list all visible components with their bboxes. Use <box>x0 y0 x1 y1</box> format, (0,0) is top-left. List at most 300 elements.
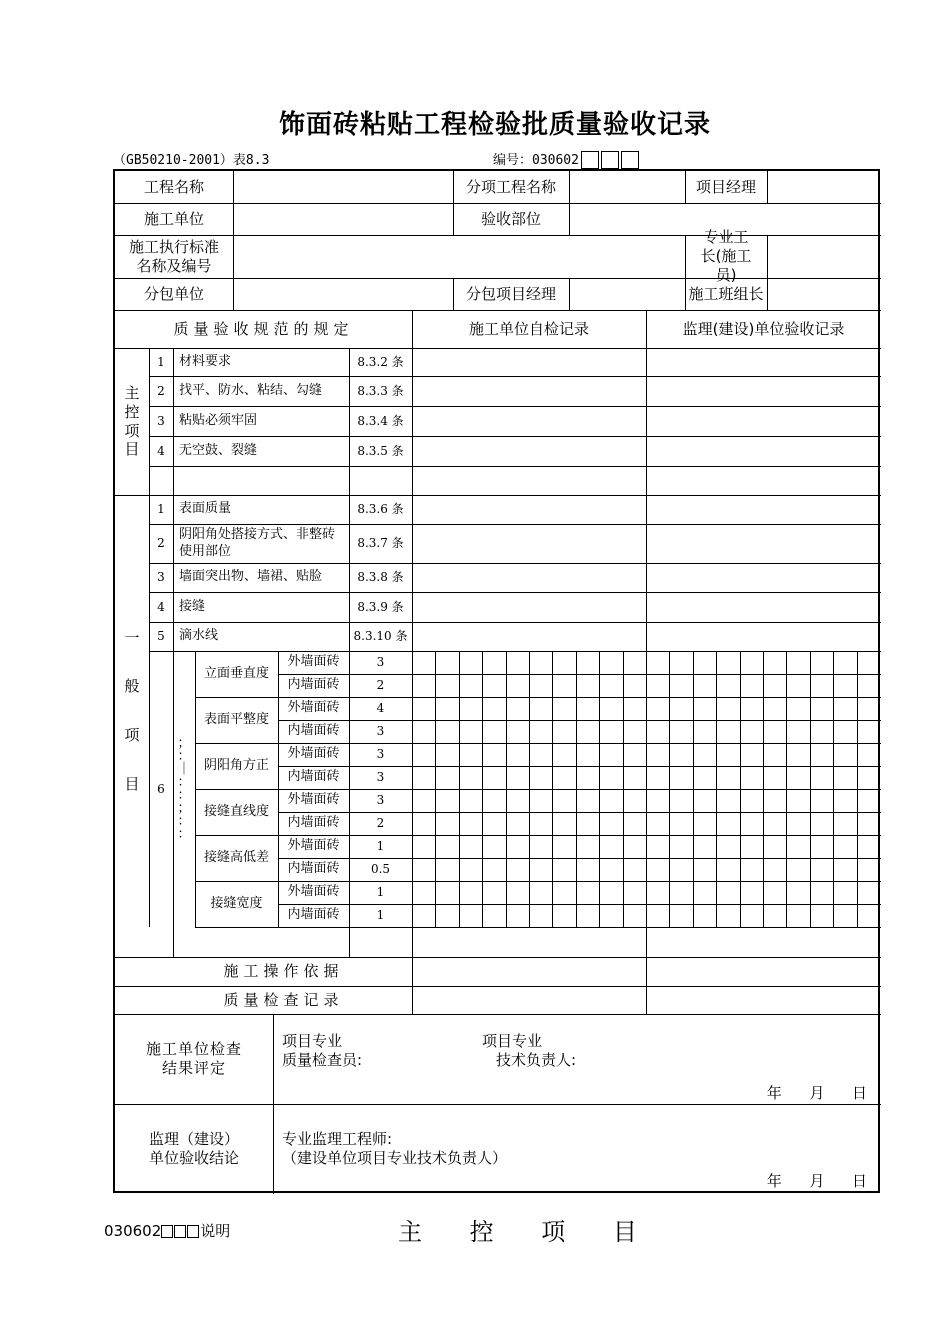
self-check-measure-cell[interactable] <box>506 881 529 904</box>
supervision-measure-cell[interactable] <box>763 720 786 743</box>
self-check-measure-cell[interactable] <box>599 720 623 743</box>
supervision-measure-cell[interactable] <box>693 789 716 812</box>
tolerance-value: 3 <box>376 747 385 761</box>
supervision-measure-cell[interactable] <box>810 881 833 904</box>
extra-self-check[interactable] <box>412 927 646 957</box>
supervision-measure-cell[interactable] <box>810 789 833 812</box>
supervision-measure-cell[interactable] <box>740 651 763 674</box>
supervision-measure-cell[interactable] <box>740 904 763 927</box>
supervision-measure-cell[interactable] <box>810 743 833 766</box>
self-check-measure-cell[interactable] <box>412 904 435 927</box>
supervision-measure-cell[interactable] <box>810 697 833 720</box>
extra-supervision[interactable] <box>646 927 881 957</box>
self-check-measure-cell[interactable] <box>412 697 435 720</box>
footer-code-text: 030602 <box>104 1222 162 1240</box>
self-check-measure-cell[interactable] <box>506 743 529 766</box>
self-check-measure-cell[interactable] <box>412 674 435 697</box>
self-check-measure-cell[interactable] <box>552 812 576 835</box>
self-check-measure-cell[interactable] <box>435 858 459 881</box>
supervision-measure-cell[interactable] <box>763 812 786 835</box>
supervision-measure-cell[interactable] <box>669 789 693 812</box>
self-check-measure-cell[interactable] <box>529 743 552 766</box>
supervision-measure-cell[interactable] <box>833 697 857 720</box>
supervision-measure-cell[interactable] <box>786 674 810 697</box>
supervision-measure-cell[interactable] <box>740 835 763 858</box>
supervision-measure-cell[interactable] <box>857 674 880 697</box>
self-check-measure-cell[interactable] <box>435 674 459 697</box>
self-check-measure-cell[interactable] <box>623 858 646 881</box>
supervision-measure-cell[interactable] <box>857 881 880 904</box>
supervision-measure-cell[interactable] <box>740 720 763 743</box>
self-check-measure-cell[interactable] <box>459 881 482 904</box>
supervision-measure-cell[interactable] <box>833 743 857 766</box>
self-check-measure-cell[interactable] <box>435 766 459 789</box>
self-check-measure-cell[interactable] <box>412 881 435 904</box>
self-check-measure-cell[interactable] <box>482 812 506 835</box>
supervision-measure-cell[interactable] <box>740 881 763 904</box>
foreman-label: 专业工长(施工员) <box>700 228 752 284</box>
supervision-measure-cell[interactable] <box>786 812 810 835</box>
main-control-self-check[interactable] <box>412 406 646 436</box>
general-item-clause: 8.3.8 条 <box>357 570 404 584</box>
main-control-self-check[interactable] <box>412 348 646 376</box>
supervision-measure-cell[interactable] <box>857 904 880 927</box>
self-check-measure-cell[interactable] <box>506 651 529 674</box>
self-check-measure-cell[interactable] <box>459 812 482 835</box>
supervision-measure-cell[interactable] <box>716 766 740 789</box>
self-check-measure-cell[interactable] <box>552 904 576 927</box>
self-check-measure-cell[interactable] <box>576 720 599 743</box>
supervision-measure-cell[interactable] <box>786 766 810 789</box>
main-control-item-no: 2 <box>157 383 165 398</box>
general-supervision[interactable] <box>646 563 881 592</box>
self-check-measure-cell[interactable] <box>529 881 552 904</box>
self-check-measure-cell[interactable] <box>506 812 529 835</box>
self-check-measure-cell[interactable] <box>529 789 552 812</box>
self-check-measure-cell[interactable] <box>412 766 435 789</box>
supervision-measure-cell[interactable] <box>646 651 669 674</box>
general-supervision[interactable] <box>646 495 881 524</box>
supervision-measure-cell[interactable] <box>833 720 857 743</box>
self-check-measure-cell[interactable] <box>482 720 506 743</box>
self-check-measure-cell[interactable] <box>435 743 459 766</box>
supervision-measure-cell[interactable] <box>763 789 786 812</box>
supervision-measure-cell[interactable] <box>669 766 693 789</box>
self-check-measure-cell[interactable] <box>623 766 646 789</box>
general-self-check[interactable] <box>412 563 646 592</box>
self-check-measure-cell[interactable] <box>623 904 646 927</box>
self-check-measure-cell[interactable] <box>482 789 506 812</box>
supervision-measure-cell[interactable] <box>740 743 763 766</box>
footer-explain: 说明 <box>200 1222 231 1240</box>
self-check-measure-cell[interactable] <box>435 812 459 835</box>
self-check-measure-cell[interactable] <box>435 904 459 927</box>
supervision-measure-cell[interactable] <box>833 858 857 881</box>
self-check-measure-cell[interactable] <box>459 674 482 697</box>
self-check-measure-cell[interactable] <box>623 743 646 766</box>
self-check-measure-cell[interactable] <box>435 720 459 743</box>
supervision-measure-cell[interactable] <box>646 881 669 904</box>
self-check-measure-cell[interactable] <box>599 651 623 674</box>
supervision-measure-cell[interactable] <box>693 697 716 720</box>
supervision-measure-cell[interactable] <box>810 904 833 927</box>
main-control-item-no: 3 <box>157 413 165 428</box>
self-check-measure-cell[interactable] <box>506 674 529 697</box>
self-check-measure-cell[interactable] <box>552 766 576 789</box>
main-control-label: 主 控 项 目 <box>124 384 140 459</box>
self-check-measure-cell[interactable] <box>623 789 646 812</box>
supervision-measure-cell[interactable] <box>833 904 857 927</box>
supervision-measure-cell[interactable] <box>646 858 669 881</box>
quality-record-self-check[interactable] <box>412 986 646 1014</box>
exec-standard-field[interactable] <box>233 235 685 278</box>
supervision-measure-cell[interactable] <box>646 697 669 720</box>
supervision-measure-cell[interactable] <box>786 743 810 766</box>
supervision-measure-cell[interactable] <box>740 812 763 835</box>
self-check-measure-cell[interactable] <box>552 743 576 766</box>
supervision-measure-cell[interactable] <box>857 812 880 835</box>
self-check-measure-cell[interactable] <box>412 651 435 674</box>
supervision-measure-cell[interactable] <box>740 858 763 881</box>
tolerance-value: 0.5 <box>370 862 391 876</box>
self-check-measure-cell[interactable] <box>506 720 529 743</box>
self-check-measure-cell[interactable] <box>623 720 646 743</box>
supervision-measure-cell[interactable] <box>693 881 716 904</box>
supervision-engineer: 专业监理工程师: （建设单位项目专业技术负责人） <box>282 1129 508 1167</box>
self-check-measure-cell[interactable] <box>506 904 529 927</box>
supervision-measure-cell[interactable] <box>716 881 740 904</box>
self-check-measure-cell[interactable] <box>529 812 552 835</box>
self-check-measure-cell[interactable] <box>482 651 506 674</box>
supervision-measure-cell[interactable] <box>857 835 880 858</box>
self-check-measure-cell[interactable] <box>599 789 623 812</box>
supervision-measure-cell[interactable] <box>810 835 833 858</box>
general-self-check[interactable] <box>412 524 646 563</box>
supervision-measure-cell[interactable] <box>669 674 693 697</box>
supervision-measure-cell[interactable] <box>786 858 810 881</box>
tolerance-value: 3 <box>376 793 385 807</box>
self-check-measure-cell[interactable] <box>552 651 576 674</box>
self-check-measure-cell[interactable] <box>412 858 435 881</box>
supervision-measure-cell[interactable] <box>669 858 693 881</box>
self-check-measure-cell[interactable] <box>552 720 576 743</box>
supervision-measure-cell[interactable] <box>740 789 763 812</box>
self-check-measure-cell[interactable] <box>459 835 482 858</box>
self-check-measure-cell[interactable] <box>623 812 646 835</box>
foreman-field[interactable] <box>767 235 881 278</box>
self-check-measure-cell[interactable] <box>412 812 435 835</box>
self-check-measure-cell[interactable] <box>552 789 576 812</box>
self-check-measure-cell[interactable] <box>623 881 646 904</box>
main-control-item-no: 1 <box>157 354 165 369</box>
supervision-measure-cell[interactable] <box>833 651 857 674</box>
self-check-measure-cell[interactable] <box>459 697 482 720</box>
subcontract-unit-field[interactable] <box>233 278 453 310</box>
supervision-measure-cell[interactable] <box>763 651 786 674</box>
supervision-measure-cell[interactable] <box>810 812 833 835</box>
subcontract-unit-label: 分包单位 <box>143 284 204 303</box>
supervision-measure-cell[interactable] <box>786 651 810 674</box>
self-check-measure-cell[interactable] <box>552 697 576 720</box>
supervision-measure-cell[interactable] <box>646 674 669 697</box>
supervision-measure-cell[interactable] <box>716 812 740 835</box>
self-check-measure-cell[interactable] <box>459 766 482 789</box>
self-check-measure-cell[interactable] <box>576 674 599 697</box>
general-self-check[interactable] <box>412 622 646 651</box>
supervision-measure-cell[interactable] <box>646 720 669 743</box>
supervision-measure-cell[interactable] <box>810 858 833 881</box>
main-control-supervision[interactable] <box>646 348 881 376</box>
self-check-measure-cell[interactable] <box>435 835 459 858</box>
self-check-measure-cell[interactable] <box>506 789 529 812</box>
supervision-measure-cell[interactable] <box>646 835 669 858</box>
supervision-measure-cell[interactable] <box>669 697 693 720</box>
self-check-measure-cell[interactable] <box>529 651 552 674</box>
self-check-measure-cell[interactable] <box>552 858 576 881</box>
supervision-measure-cell[interactable] <box>763 674 786 697</box>
supervision-measure-cell[interactable] <box>857 697 880 720</box>
supervision-measure-cell[interactable] <box>763 766 786 789</box>
unit-eval-signature-area[interactable] <box>273 1014 881 1082</box>
self-check-measure-cell[interactable] <box>482 835 506 858</box>
supervision-measure-cell[interactable] <box>857 766 880 789</box>
self-check-measure-cell[interactable] <box>576 743 599 766</box>
general-supervision[interactable] <box>646 622 881 651</box>
self-check-measure-cell[interactable] <box>576 651 599 674</box>
self-check-measure-cell[interactable] <box>529 766 552 789</box>
quality-record-supervision[interactable] <box>646 986 881 1014</box>
supervision-measure-cell[interactable] <box>716 697 740 720</box>
general-self-check[interactable] <box>412 495 646 524</box>
supervision-measure-cell[interactable] <box>693 766 716 789</box>
supervision-measure-cell[interactable] <box>786 904 810 927</box>
supervision-measure-cell[interactable] <box>693 835 716 858</box>
self-check-measure-cell[interactable] <box>576 812 599 835</box>
self-check-measure-cell[interactable] <box>435 697 459 720</box>
general-supervision[interactable] <box>646 592 881 622</box>
supervision-measure-cell[interactable] <box>810 651 833 674</box>
supervision-measure-cell[interactable] <box>833 812 857 835</box>
supervision-measure-cell[interactable] <box>693 904 716 927</box>
subcontract-manager-label: 分包项目经理 <box>465 284 556 303</box>
tech-lead-signature: 项目专业 技术负责人: <box>482 1032 577 1069</box>
self-check-measure-cell[interactable] <box>482 904 506 927</box>
grid-line <box>149 466 881 467</box>
self-check-measure-cell[interactable] <box>623 697 646 720</box>
supervision-measure-cell[interactable] <box>833 766 857 789</box>
supervision-measure-cell[interactable] <box>857 789 880 812</box>
supervision-measure-cell[interactable] <box>763 835 786 858</box>
self-check-measure-cell[interactable] <box>435 789 459 812</box>
self-check-measure-cell[interactable] <box>506 766 529 789</box>
main-control-supervision[interactable] <box>646 406 881 436</box>
self-check-measure-cell[interactable] <box>482 766 506 789</box>
self-check-measure-cell[interactable] <box>482 858 506 881</box>
supervision-measure-cell[interactable] <box>740 674 763 697</box>
supervision-measure-cell[interactable] <box>763 697 786 720</box>
supervision-measure-cell[interactable] <box>763 881 786 904</box>
main-control-item-name: 粘贴必须牢固 <box>179 412 258 428</box>
self-check-measure-cell[interactable] <box>576 904 599 927</box>
self-check-measure-cell[interactable] <box>599 904 623 927</box>
self-check-measure-cell[interactable] <box>529 674 552 697</box>
self-check-measure-cell[interactable] <box>552 835 576 858</box>
self-check-measure-cell[interactable] <box>459 789 482 812</box>
supervision-measure-cell[interactable] <box>646 904 669 927</box>
self-check-measure-cell[interactable] <box>459 651 482 674</box>
self-check-measure-cell[interactable] <box>552 881 576 904</box>
tile-type-label: 外墙面砖 <box>287 700 340 716</box>
supervision-measure-cell[interactable] <box>810 720 833 743</box>
supervision-measure-cell[interactable] <box>857 858 880 881</box>
self-check-measure-cell[interactable] <box>529 835 552 858</box>
self-check-measure-cell[interactable] <box>576 881 599 904</box>
construction-unit-field[interactable] <box>233 203 453 235</box>
supervision-measure-cell[interactable] <box>833 789 857 812</box>
self-check-measure-cell[interactable] <box>529 697 552 720</box>
self-check-measure-cell[interactable] <box>482 743 506 766</box>
supervision-measure-cell[interactable] <box>857 651 880 674</box>
supervision-measure-cell[interactable] <box>646 812 669 835</box>
supervision-measure-cell[interactable] <box>669 812 693 835</box>
project-manager-field[interactable] <box>767 171 881 203</box>
supervision-measure-cell[interactable] <box>716 858 740 881</box>
self-check-measure-cell[interactable] <box>412 720 435 743</box>
supervision-measure-cell[interactable] <box>833 881 857 904</box>
self-check-measure-cell[interactable] <box>576 766 599 789</box>
code-box <box>187 1225 199 1238</box>
self-check-measure-cell[interactable] <box>435 651 459 674</box>
tile-type-label: 外墙面砖 <box>287 838 340 854</box>
supervision-measure-cell[interactable] <box>669 881 693 904</box>
self-check-measure-cell[interactable] <box>506 835 529 858</box>
supervision-measure-cell[interactable] <box>716 720 740 743</box>
supervision-measure-cell[interactable] <box>669 651 693 674</box>
document-code-label: 编号：030602 <box>493 153 579 168</box>
tile-type-label: 内墙面砖 <box>287 677 340 693</box>
self-check-measure-cell[interactable] <box>576 789 599 812</box>
operation-basis-supervision[interactable] <box>646 957 881 986</box>
main-control-self-check[interactable] <box>412 376 646 406</box>
supervision-measure-cell[interactable] <box>693 674 716 697</box>
supervision-measure-cell[interactable] <box>786 881 810 904</box>
supervision-measure-cell[interactable] <box>786 697 810 720</box>
supervision-measure-cell[interactable] <box>646 789 669 812</box>
supervision-measure-cell[interactable] <box>833 835 857 858</box>
team-leader-field[interactable] <box>767 278 881 310</box>
self-check-measure-cell[interactable] <box>529 904 552 927</box>
sub-project-name-field[interactable] <box>569 171 685 203</box>
supervision-measure-cell[interactable] <box>716 904 740 927</box>
self-check-measure-cell[interactable] <box>482 674 506 697</box>
self-check-measure-cell[interactable] <box>552 674 576 697</box>
supervision-measure-cell[interactable] <box>786 720 810 743</box>
self-check-measure-cell[interactable] <box>599 766 623 789</box>
self-check-measure-cell[interactable] <box>412 835 435 858</box>
self-check-measure-cell[interactable] <box>623 674 646 697</box>
main-control-supervision[interactable] <box>646 436 881 466</box>
self-check-measure-cell[interactable] <box>599 858 623 881</box>
self-check-measure-cell[interactable] <box>576 835 599 858</box>
supervision-measure-cell[interactable] <box>716 743 740 766</box>
self-check-measure-cell[interactable] <box>412 789 435 812</box>
self-check-measure-cell[interactable] <box>599 881 623 904</box>
supervision-measure-cell[interactable] <box>740 697 763 720</box>
supervision-measure-cell[interactable] <box>693 651 716 674</box>
supervision-measure-cell[interactable] <box>763 904 786 927</box>
tolerance-value: 3 <box>376 724 385 738</box>
self-check-measure-cell[interactable] <box>576 858 599 881</box>
self-check-measure-cell[interactable] <box>482 881 506 904</box>
supervision-measure-cell[interactable] <box>857 720 880 743</box>
self-check-measure-cell[interactable] <box>599 835 623 858</box>
inspector-signature: 项目专业 质量检查员: <box>282 1032 363 1069</box>
self-check-measure-cell[interactable] <box>599 743 623 766</box>
supervision-measure-cell[interactable] <box>786 789 810 812</box>
supervision-measure-cell[interactable] <box>716 651 740 674</box>
supervision-measure-cell[interactable] <box>763 743 786 766</box>
self-check-measure-cell[interactable] <box>529 858 552 881</box>
self-check-measure-cell[interactable] <box>599 674 623 697</box>
supervision-measure-cell[interactable] <box>716 674 740 697</box>
self-check-measure-cell[interactable] <box>623 651 646 674</box>
supervision-measure-cell[interactable] <box>716 789 740 812</box>
self-check-measure-cell[interactable] <box>459 720 482 743</box>
self-check-measure-cell[interactable] <box>506 697 529 720</box>
supervision-measure-cell[interactable] <box>646 743 669 766</box>
supervision-measure-cell[interactable] <box>810 674 833 697</box>
supervision-measure-cell[interactable] <box>716 835 740 858</box>
supervision-measure-cell[interactable] <box>693 812 716 835</box>
supervision-measure-cell[interactable] <box>693 858 716 881</box>
self-check-measure-cell[interactable] <box>459 904 482 927</box>
self-check-measure-cell[interactable] <box>459 858 482 881</box>
self-check-measure-cell[interactable] <box>482 697 506 720</box>
operation-basis-self-check[interactable] <box>412 957 646 986</box>
supervision-measure-cell[interactable] <box>810 766 833 789</box>
supervision-measure-cell[interactable] <box>693 743 716 766</box>
self-check-measure-cell[interactable] <box>459 743 482 766</box>
main-control-self-check[interactable] <box>412 436 646 466</box>
general-self-check[interactable] <box>412 592 646 622</box>
supervision-measure-cell[interactable] <box>669 720 693 743</box>
supervision-measure-cell[interactable] <box>693 720 716 743</box>
supervision-measure-cell[interactable] <box>669 904 693 927</box>
supervision-measure-cell[interactable] <box>833 674 857 697</box>
self-check-measure-cell[interactable] <box>412 743 435 766</box>
supervision-measure-cell[interactable] <box>763 858 786 881</box>
self-check-measure-cell[interactable] <box>623 835 646 858</box>
supervision-measure-cell[interactable] <box>669 743 693 766</box>
supervision-measure-cell[interactable] <box>646 766 669 789</box>
self-check-measure-cell[interactable] <box>435 881 459 904</box>
supervision-measure-cell[interactable] <box>669 835 693 858</box>
supervision-measure-cell[interactable] <box>786 835 810 858</box>
self-check-measure-cell[interactable] <box>529 720 552 743</box>
project-name-field[interactable] <box>233 171 453 203</box>
supervision-measure-cell[interactable] <box>857 743 880 766</box>
subcontract-manager-field[interactable] <box>569 278 685 310</box>
main-control-item-clause: 8.3.3 条 <box>357 383 404 398</box>
self-check-measure-cell[interactable] <box>599 812 623 835</box>
supervision-measure-cell[interactable] <box>740 766 763 789</box>
self-check-measure-cell[interactable] <box>599 697 623 720</box>
tolerance-value: 2 <box>376 816 385 830</box>
general-supervision[interactable] <box>646 524 881 563</box>
self-check-measure-cell[interactable] <box>576 697 599 720</box>
main-control-supervision[interactable] <box>646 376 881 406</box>
self-check-measure-cell[interactable] <box>506 858 529 881</box>
